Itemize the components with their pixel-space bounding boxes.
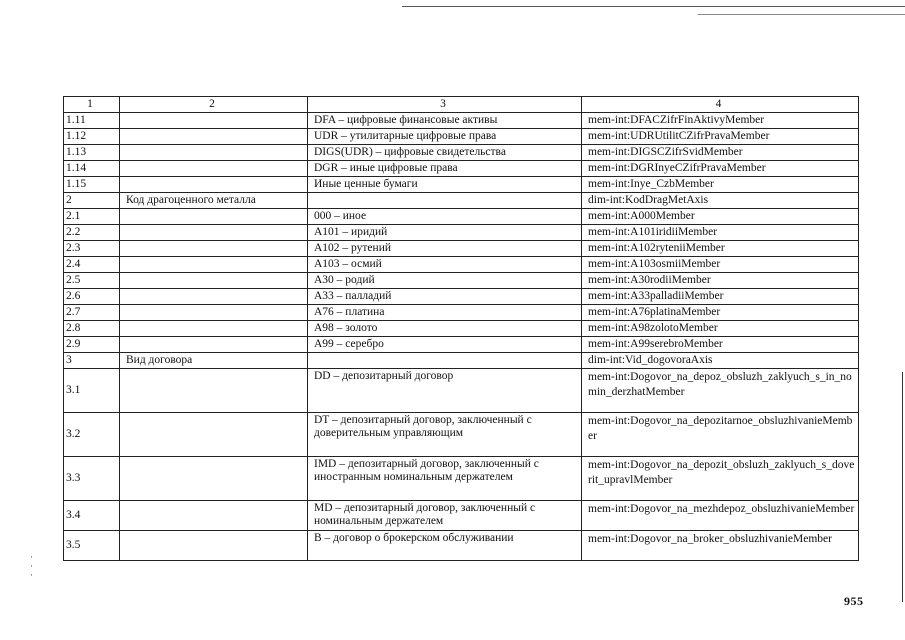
row-name-cell	[120, 209, 308, 225]
row-number-cell: 2.6	[64, 289, 120, 305]
row-name-cell	[120, 225, 308, 241]
row-number-cell: 3.4	[64, 501, 120, 531]
row-name-cell	[120, 501, 308, 531]
row-code-cell: mem-int:DFACZifrFinAktivyMember	[582, 113, 859, 129]
row-value-cell: IMD – депозитарный договор, заключенный с иностранным номинальным держателем	[308, 457, 582, 501]
row-number-cell: 2.7	[64, 305, 120, 321]
table-row	[64, 321, 859, 337]
row-number-cell: 1.15	[64, 177, 120, 193]
row-number-cell: 1.11	[64, 113, 120, 129]
row-name-cell	[120, 289, 308, 305]
row-code-cell: dim-int:Vid_dogovoraAxis	[582, 353, 859, 369]
row-value-cell: A76 – платина	[308, 305, 582, 321]
table-row	[64, 289, 859, 305]
row-number-cell: 2.4	[64, 257, 120, 273]
row-number-cell: 2.1	[64, 209, 120, 225]
row-number-cell: 3.3	[64, 457, 120, 501]
row-number-cell: 1.14	[64, 161, 120, 177]
margin-mark: · · ·	[30, 552, 33, 580]
row-code-cell: mem-int:A000Member	[582, 209, 859, 225]
row-number-cell: 3.1	[64, 369, 120, 413]
row-value-cell	[308, 193, 582, 209]
row-name-cell: Вид договора	[120, 353, 308, 369]
row-value-cell: A99 – серебро	[308, 337, 582, 353]
row-name-cell	[120, 337, 308, 353]
row-name-cell	[120, 161, 308, 177]
table-row	[64, 305, 859, 321]
row-code-cell: mem-int:Inye_CzbMember	[582, 177, 859, 193]
row-code-cell: mem-int:Dogovor_na_mezhdepoz_obsluzhivanieMember	[582, 501, 859, 531]
table-row	[64, 161, 859, 177]
row-value-cell: DT – депозитарный договор, заключенный с доверительным управляющим	[308, 413, 582, 457]
row-name-cell	[120, 305, 308, 321]
row-code-cell: mem-int:DIGSCZifrSvidMember	[582, 145, 859, 161]
row-number-cell: 2.5	[64, 273, 120, 289]
row-number-cell: 2.8	[64, 321, 120, 337]
table-row	[64, 129, 859, 145]
table-row	[64, 209, 859, 225]
table-header-row	[64, 97, 859, 113]
table-row	[64, 193, 859, 209]
row-name-cell: Код драгоценного металла	[120, 193, 308, 209]
table-row	[64, 145, 859, 161]
top-rule-secondary	[698, 14, 905, 15]
row-code-cell: mem-int:Dogovor_na_depozit_obsluzh_zaklyuch_s_doverit_upravlMember	[582, 457, 859, 501]
table-row	[64, 241, 859, 257]
row-name-cell	[120, 369, 308, 413]
row-value-cell: A103 – осмий	[308, 257, 582, 273]
row-name-cell	[120, 145, 308, 161]
row-number-cell: 1.13	[64, 145, 120, 161]
table-row	[64, 337, 859, 353]
row-code-cell: mem-int:A103osmiiMember	[582, 257, 859, 273]
top-rule	[402, 6, 905, 7]
row-value-cell: MD – депозитарный договор, заключенный с номинальным держателем	[308, 501, 582, 531]
page-number: 955	[844, 594, 864, 608]
right-edge-line	[902, 372, 903, 602]
row-number-cell: 3.5	[64, 531, 120, 561]
column-header: 1	[64, 97, 120, 113]
row-number-cell: 2	[64, 193, 120, 209]
table-row	[64, 113, 859, 129]
row-value-cell	[308, 353, 582, 369]
row-number-cell: 2.3	[64, 241, 120, 257]
column-header: 3	[308, 97, 582, 113]
row-code-cell: mem-int:Dogovor_na_depoz_obsluzh_zaklyuch_s_in_nomin_derzhatMember	[582, 369, 859, 413]
row-code-cell: dim-int:KodDragMetAxis	[582, 193, 859, 209]
row-name-cell	[120, 413, 308, 457]
row-value-cell: A30 – родий	[308, 273, 582, 289]
row-code-cell: mem-int:Dogovor_na_broker_obsluzhivanieMember	[582, 531, 859, 561]
row-value-cell: A33 – палладий	[308, 289, 582, 305]
row-code-cell: mem-int:DGRInyeCZifrPravaMember	[582, 161, 859, 177]
table-row	[64, 457, 859, 501]
row-code-cell: mem-int:A99serebroMember	[582, 337, 859, 353]
row-number-cell: 2.2	[64, 225, 120, 241]
table-row	[64, 369, 859, 413]
table-row	[64, 353, 859, 369]
row-code-cell: mem-int:A98zolotoMember	[582, 321, 859, 337]
table-row	[64, 501, 859, 531]
column-header: 4	[582, 97, 859, 113]
row-value-cell: A101 – иридий	[308, 225, 582, 241]
row-code-cell: mem-int:A30rodiiMember	[582, 273, 859, 289]
row-code-cell: mem-int:A101iridiiMember	[582, 225, 859, 241]
row-code-cell: mem-int:A33palladiiMember	[582, 289, 859, 305]
row-code-cell: mem-int:A102ryteniiMember	[582, 241, 859, 257]
row-code-cell: mem-int:Dogovor_na_depozitarnoe_obsluzhivanieMember	[582, 413, 859, 457]
column-header: 2	[120, 97, 308, 113]
table-row	[64, 257, 859, 273]
row-value-cell: A102 – рутений	[308, 241, 582, 257]
row-name-cell	[120, 457, 308, 501]
row-value-cell: Иные ценные бумаги	[308, 177, 582, 193]
row-name-cell	[120, 177, 308, 193]
table-row	[64, 531, 859, 561]
table-row	[64, 225, 859, 241]
row-code-cell: mem-int:A76platinaMember	[582, 305, 859, 321]
row-number-cell: 1.12	[64, 129, 120, 145]
row-name-cell	[120, 129, 308, 145]
row-name-cell	[120, 257, 308, 273]
row-name-cell	[120, 113, 308, 129]
row-value-cell: DD – депозитарный договор	[308, 369, 582, 413]
row-value-cell: DIGS(UDR) – цифровые свидетельства	[308, 145, 582, 161]
table-row	[64, 273, 859, 289]
row-value-cell: 000 – иное	[308, 209, 582, 225]
row-name-cell	[120, 241, 308, 257]
row-number-cell: 3	[64, 353, 120, 369]
table-row	[64, 413, 859, 457]
row-code-cell: mem-int:UDRUtilitCZifrPravaMember	[582, 129, 859, 145]
row-name-cell	[120, 273, 308, 289]
row-value-cell: B – договор о брокерском обслуживании	[308, 531, 582, 561]
classification-table	[63, 96, 859, 561]
row-number-cell: 3.2	[64, 413, 120, 457]
row-value-cell: DFA – цифровые финансовые активы	[308, 113, 582, 129]
row-name-cell	[120, 531, 308, 561]
row-value-cell: A98 – золото	[308, 321, 582, 337]
table-row	[64, 177, 859, 193]
row-value-cell: DGR – иные цифровые права	[308, 161, 582, 177]
row-number-cell: 2.9	[64, 337, 120, 353]
row-value-cell: UDR – утилитарные цифровые права	[308, 129, 582, 145]
row-name-cell	[120, 321, 308, 337]
